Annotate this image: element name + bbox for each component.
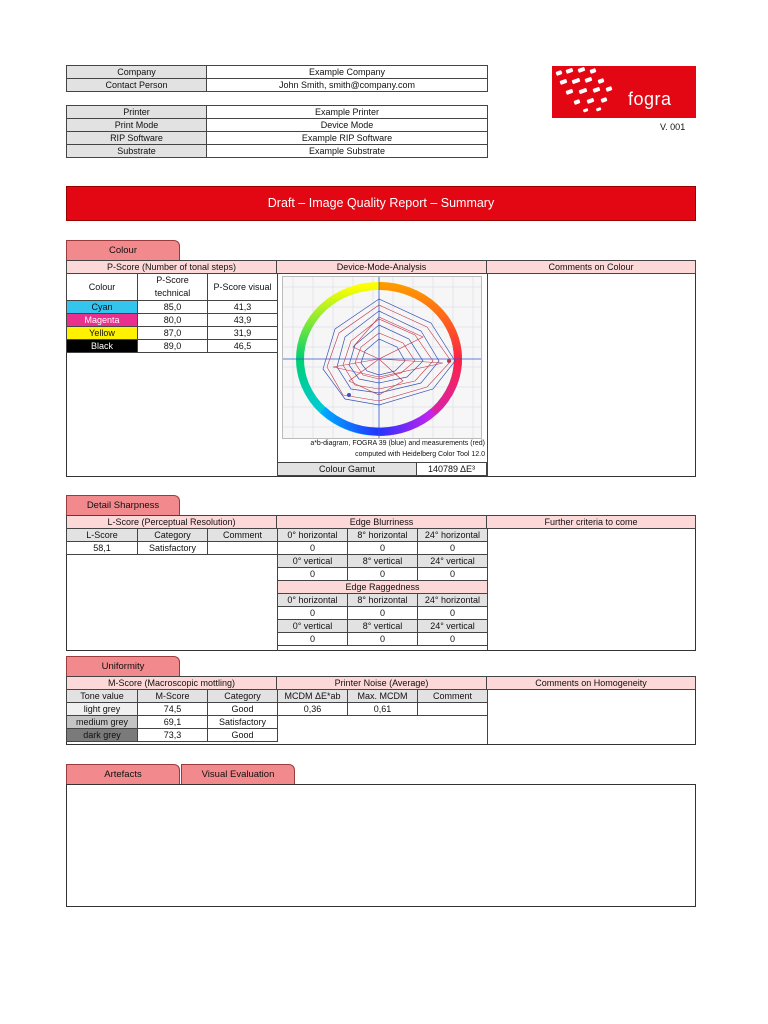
tone-medium-grey: medium grey [67,716,138,729]
lscore-category: Satisfactory [138,542,208,555]
colour-name-black: Black [67,340,138,353]
company-value: Example Company [207,66,488,79]
rag-h0-value: 0 [278,607,348,620]
blur-h0-label: 0° horizontal [278,529,348,542]
diagram-caption-line1: a*b-diagram, FOGRA 39 (blue) and measurements (red) [310,440,485,447]
colour-name-yellow: Yellow [67,327,138,340]
col-noise-comment: Comment [418,690,488,703]
blur-v8-value: 0 [348,568,418,581]
rip-value: Example RIP Software [207,132,488,145]
printer-label: Printer [67,106,207,119]
pscore-visual-magenta: 43,9 [208,314,278,327]
lscore-comment[interactable] [208,542,278,555]
col-tone-value: Tone value [67,690,138,703]
rag-v8-label: 8° vertical [348,620,418,633]
rag-v0-label: 0° vertical [278,620,348,633]
company-label: Company [67,66,207,79]
comments-colour-area[interactable] [487,274,695,476]
blur-v0-label: 0° vertical [278,555,348,568]
lscore-value: 58,1 [67,542,138,555]
rag-h8-value: 0 [348,607,418,620]
pscore-technical-yellow: 87,0 [138,327,208,340]
mscore-dark-grey: 73,3 [138,729,208,742]
col-max-mcdm: Max. MCDM [348,690,418,703]
colour-name-magenta: Magenta [67,314,138,327]
col-comment: Comment [208,529,278,542]
rag-v8-value: 0 [348,633,418,646]
col-mscore: M-Score [138,690,208,703]
category-medium-grey: Satisfactory [208,716,278,729]
colour-gamut-value: 140789 ΔE³ [416,462,487,476]
rag-h0-label: 0° horizontal [278,594,348,607]
print-mode-value: Device Mode [207,119,488,132]
rag-h24-label: 24° horizontal [418,594,488,607]
edge-blurriness-table [277,528,488,646]
printer-value: Example Printer [207,106,488,119]
further-criteria-header: Further criteria to come [486,515,696,529]
blur-h0-value: 0 [278,542,348,555]
tab-artefacts[interactable]: Artefacts [66,764,180,785]
ab-diagram [282,276,482,439]
printer-noise-table [277,689,488,716]
edge-raggedness-header: Edge Raggedness [278,581,488,594]
pscore-visual-yellow: 31,9 [208,327,278,340]
lscore-table [66,528,278,555]
mcdm-value: 0,36 [278,703,348,716]
pscore-table [66,273,278,353]
comments-colour-header: Comments on Colour [486,260,696,274]
artefacts-area[interactable] [66,784,696,907]
rag-h24-value: 0 [418,607,488,620]
diagram-caption-line2: computed with Heidelberg Color Tool 12.0 [355,451,485,458]
blur-h24-value: 0 [418,542,488,555]
pscore-visual-black: 46,5 [208,340,278,353]
print-mode-label: Print Mode [67,119,207,132]
substrate-label: Substrate [67,145,207,158]
category-dark-grey: Good [208,729,278,742]
col-category: Category [138,529,208,542]
pscore-technical-black: 89,0 [138,340,208,353]
tab-detail-sharpness[interactable]: Detail Sharpness [66,495,180,516]
contact-label: Contact Person [67,79,207,92]
printer-noise-header: Printer Noise (Average) [276,676,487,690]
colour-name-cyan: Cyan [67,301,138,314]
max-mcdm-value: 0,61 [348,703,418,716]
rag-v24-label: 24° vertical [418,620,488,633]
device-info-table [66,105,488,158]
rag-v0-value: 0 [278,633,348,646]
rag-h8-label: 8° horizontal [348,594,418,607]
tab-colour[interactable]: Colour [66,240,180,261]
col-lscore: L-Score [67,529,138,542]
rag-v24-value: 0 [418,633,488,646]
mscore-table [66,689,278,742]
blur-h24-label: 24° horizontal [418,529,488,542]
edge-blurriness-header: Edge Blurriness [276,515,487,529]
tone-dark-grey: dark grey [67,729,138,742]
pscore-visual-cyan: 41,3 [208,301,278,314]
blur-v8-label: 8° vertical [348,555,418,568]
colour-gamut-label: Colour Gamut [277,462,417,476]
pscore-header: P-Score (Number of tonal steps) [66,260,277,274]
device-mode-analysis-header: Device-Mode-Analysis [276,260,487,274]
blur-h8-label: 8° horizontal [348,529,418,542]
blur-v24-label: 24° vertical [418,555,488,568]
col-category: Category [208,690,278,703]
contact-value: John Smith, smith@company.com [207,79,488,92]
version-label: V. 001 [660,122,686,132]
fogra-logo [552,66,696,118]
blur-v0-value: 0 [278,568,348,581]
tab-uniformity[interactable]: Uniformity [66,656,180,677]
ab-diagram-graphic [283,277,482,439]
tab-visual-evaluation[interactable]: Visual Evaluation [181,764,295,785]
pscore-technical-cyan: 85,0 [138,301,208,314]
lscore-header: L-Score (Perceptual Resolution) [66,515,277,529]
report-title: Draft – Image Quality Report – Summary [66,186,696,221]
homogeneity-header: Comments on Homogeneity [486,676,696,690]
col-pscore-technical: P-Score technical [138,274,208,301]
mscore-light-grey: 74,5 [138,703,208,716]
col-colour: Colour [67,274,138,301]
pscore-technical-magenta: 80,0 [138,314,208,327]
further-criteria-area [487,529,695,650]
logo-text: fogra [628,89,672,109]
mscore-medium-grey: 69,1 [138,716,208,729]
blur-h8-value: 0 [348,542,418,555]
col-mcdm: MCDM ΔE*ab [278,690,348,703]
rip-label: RIP Software [67,132,207,145]
category-light-grey: Good [208,703,278,716]
col-pscore-visual: P-Score visual [208,274,278,301]
blur-v24-value: 0 [418,568,488,581]
homogeneity-area[interactable] [487,690,695,744]
company-info-table [66,65,488,92]
noise-comment-value[interactable] [418,703,488,716]
mscore-header: M-Score (Macroscopic mottling) [66,676,277,690]
tone-light-grey: light grey [67,703,138,716]
logo-dots-icon [552,66,696,118]
substrate-value: Example Substrate [207,145,488,158]
